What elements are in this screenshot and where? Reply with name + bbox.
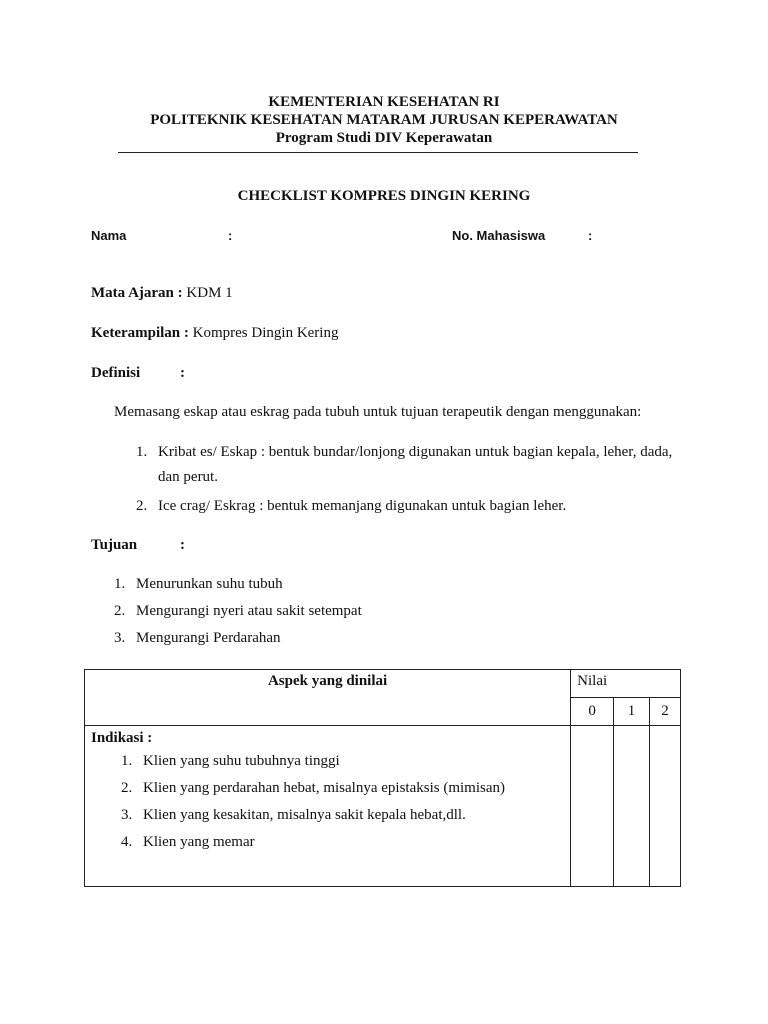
score-0-cell [571,726,614,887]
list-text: Klien yang memar [143,834,255,850]
score-0-header: 0 [571,698,614,726]
polytechnic-name: POLITEKNIK KESEHATAN MATARAM JURUSAN KEPERAWATAN [150,112,618,128]
list-text: Ice crag/ Eskrag : bentuk memanjang digunakan untuk bagian leher. [158,498,567,514]
list-item [114,576,636,603]
indikasi-label: Indikasi : [91,730,153,746]
list-number: 1. [114,576,126,592]
tujuan-colon: : [180,537,185,553]
list-text: Mengurangi nyeri atau sakit setempat [136,603,362,619]
aspek-header: Aspek yang dinilai [85,670,571,726]
definisi-intro: Memasang eskap atau eskrag pada tubuh untuk tujuan terapeutik dengan menggunakan: [114,404,642,420]
list-item [136,498,698,515]
list-text: Mengurangi Perdarahan [136,630,281,646]
mata-ajaran-row [91,285,233,302]
mata-ajaran-label: Mata Ajaran : [91,285,183,301]
checklist-table [84,669,681,887]
document-title: CHECKLIST KOMPRES DINGIN KERING [237,188,531,204]
indikasi-cell [85,726,571,887]
list-item [121,753,570,780]
list-text: Menurunkan suhu tubuh [136,576,283,592]
list-number: 2. [136,498,148,514]
score-2-cell [650,726,681,887]
table-row [85,726,681,887]
nim-label: No. Mahasiswa [452,228,546,243]
table-header-row [85,670,681,698]
definisi-list [136,444,698,515]
score-1-header: 1 [614,698,650,726]
keterampilan-label: Keterampilan : [91,325,189,341]
list-item [121,807,570,834]
keterampilan-value: Kompres Dingin Kering [192,325,339,341]
nama-label: Nama [91,228,127,243]
list-number: 1. [121,753,133,769]
list-number: 1. [136,444,148,460]
list-text: Klien yang perdarahan hebat, misalnya epistaksis (mimisan) [143,780,505,796]
institution-header [0,93,768,147]
list-number: 3. [114,630,126,646]
ministry-name: KEMENTERIAN KESEHATAN RI [268,94,500,110]
definisi-label: Definisi [91,365,141,381]
tujuan-list [114,576,636,657]
list-number: 2. [121,780,133,796]
list-item [114,630,636,657]
list-item [114,603,636,630]
list-text-continued: dan perut. [158,469,218,485]
definisi-colon: : [180,365,185,381]
list-number: 2. [114,603,126,619]
list-text: Klien yang kesakitan, misalnya sakit kepala hebat,dll. [143,807,466,823]
nama-colon: : [228,228,233,243]
study-program: Program Studi DIV Keperawatan [275,130,493,146]
list-number: 4. [121,834,133,850]
nilai-header: Nilai [571,670,681,698]
header-divider [118,152,638,153]
score-1-cell [614,726,650,887]
nim-colon: : [588,228,593,243]
list-text: Klien yang suhu tubuhnya tinggi [143,753,340,769]
mata-ajaran-value: KDM 1 [186,285,233,301]
list-text: Kribat es/ Eskap : bentuk bundar/lonjong digunakan untuk bagian kepala, leher, dada, [158,444,673,460]
list-item [136,444,698,497]
keterampilan-row [91,325,338,342]
list-item [121,780,570,807]
tujuan-label: Tujuan [91,537,138,553]
score-2-header: 2 [650,698,681,726]
list-number: 3. [121,807,133,823]
list-item [121,834,570,861]
